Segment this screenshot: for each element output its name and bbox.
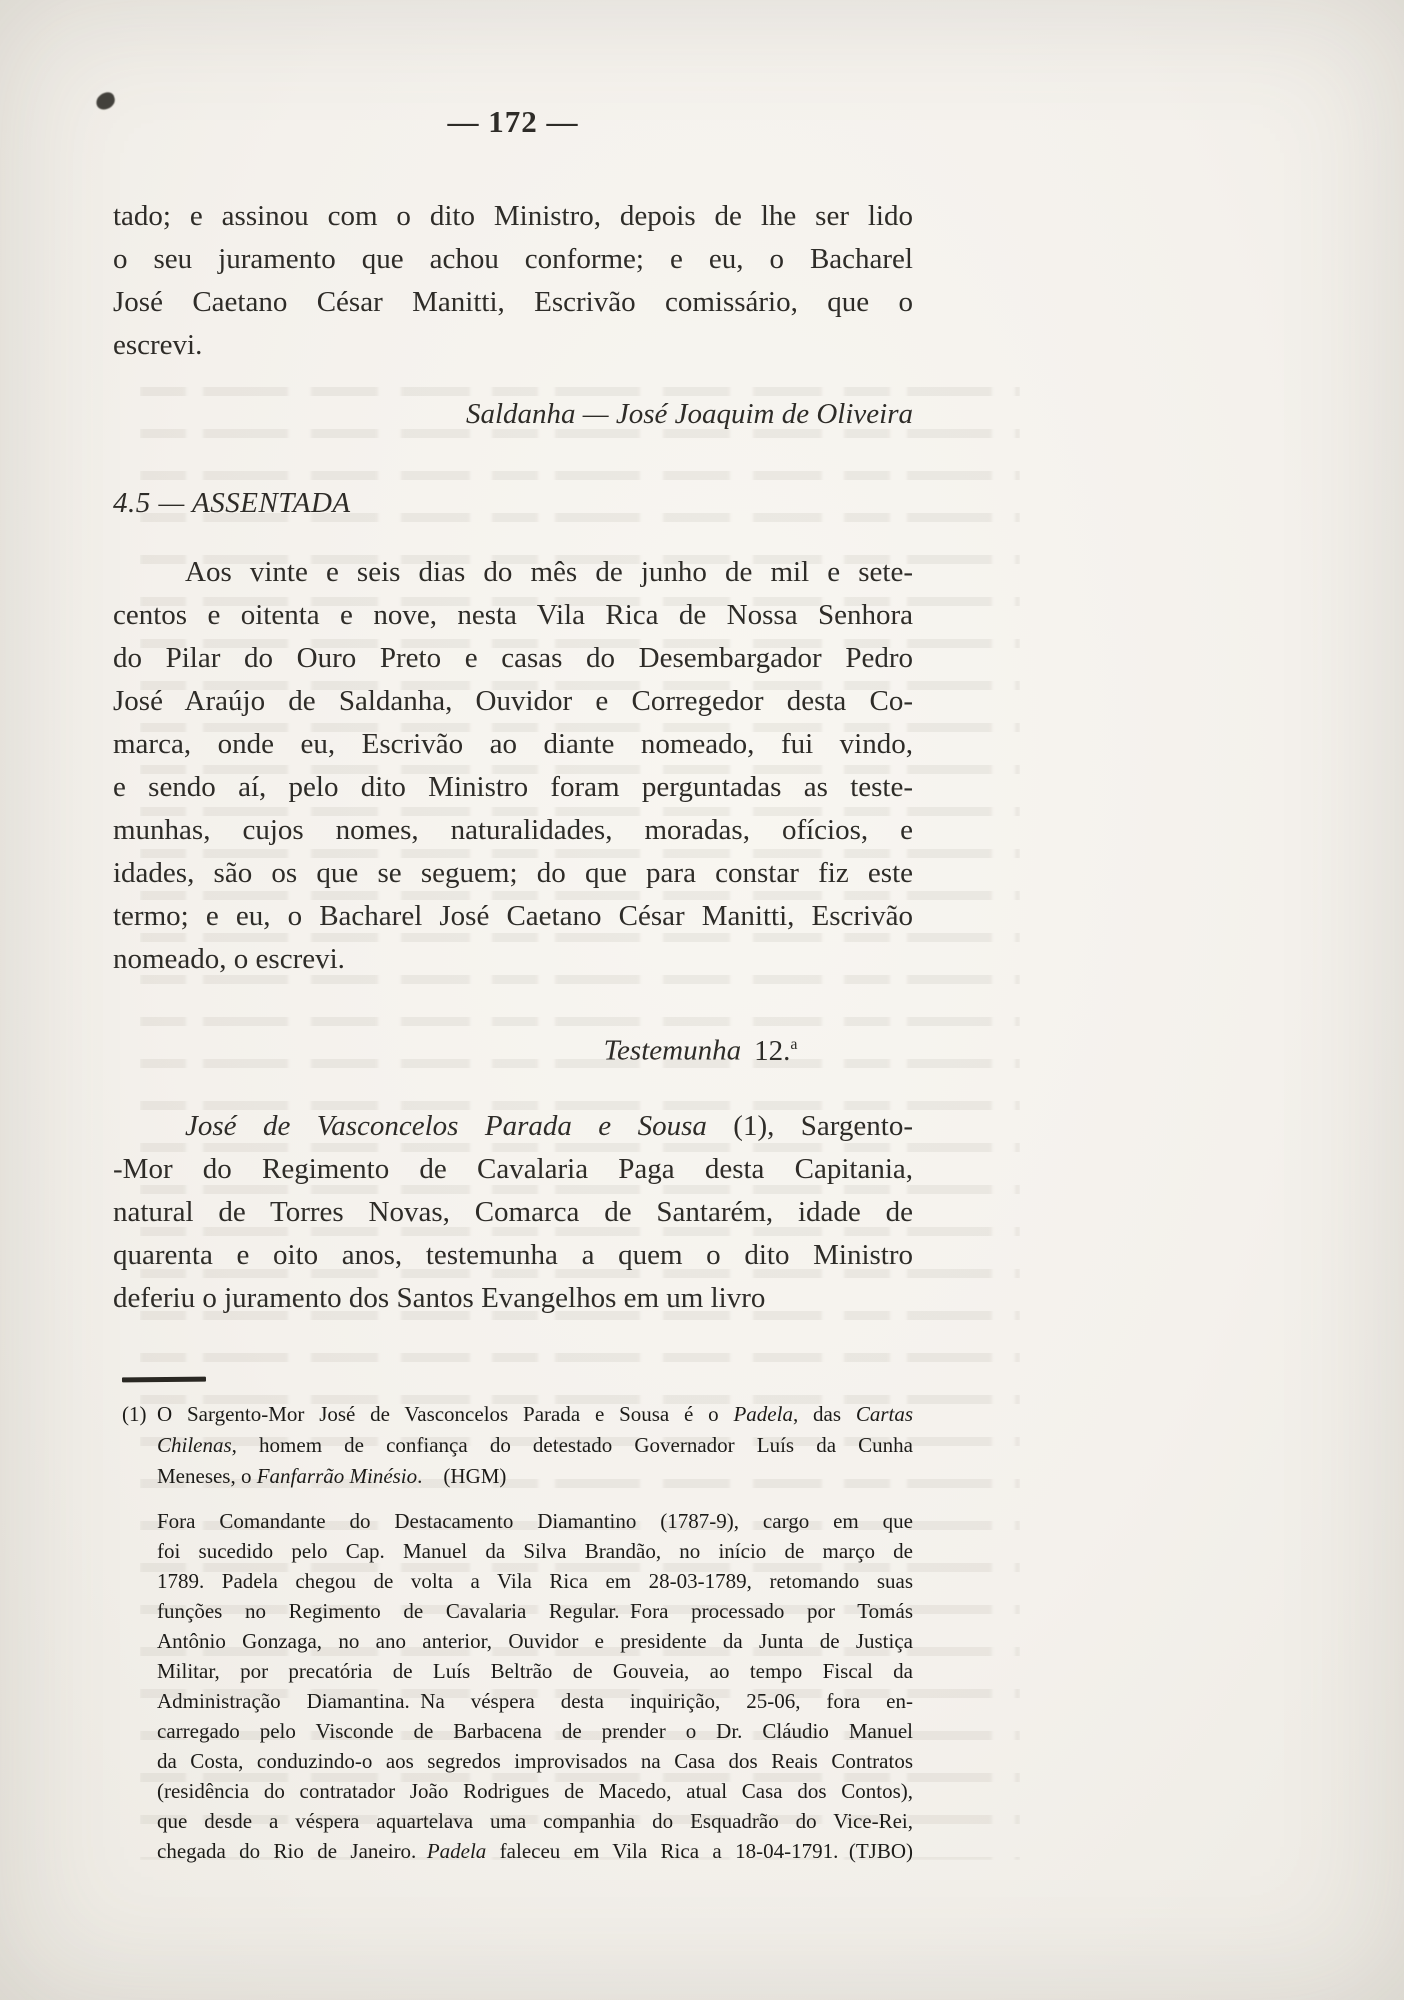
text-line: que desde a véspera aquartelava uma companhia do Esquadrão do Vice-Rei, [157,1808,913,1833]
text-line: (residência do contratador João Rodrigues de Macedo, atual Casa dos Contos), [157,1778,913,1803]
text-line: do Pilar do Ouro Preto e casas do Desembargador Pedro [113,642,913,674]
text-line: Chilenas, homem de confiança do detestado Governador Luís da Cunha [157,1432,913,1457]
footnote-1 [113,1399,913,1866]
text-line: Militar, por precatória de Luís Beltrão de Gouveia, ao tempo Fiscal da [157,1658,913,1683]
text-line: nomeado, o escrevi. [113,943,345,975]
section-heading: 4.5 — ASSENTADA [113,487,351,519]
text-line: Antônio Gonzaga, no ano anterior, Ouvidor e presidente da Junta de Justiça [157,1628,913,1653]
text-line: centos e oitenta e nove, nesta Vila Rica de Nossa Senhora [113,599,913,631]
witness-heading-ordinal-superscript: a [790,1036,798,1053]
witness-heading-title: Testemunha [603,1034,742,1067]
text-line: munhas, cujos nomes, naturalidades, moradas, ofícios, e [113,814,913,846]
text-column [113,0,913,1866]
text-line: marca, onde eu, Escrivão ao diante nomeado, fui vindo, [113,728,913,760]
text-line: 1789. Padela chegou de volta a Vila Rica em 28-03-1789, retomando suas [157,1568,913,1593]
text-line: José Araújo de Saldanha, Ouvidor e Corregedor desta Co- [113,685,913,717]
assentada-paragraph [113,551,913,981]
text-line: termo; e eu, o Bacharel José Caetano César Manitti, Escrivão [113,900,913,932]
text-line: tado; e assinou com o dito Ministro, depois de lhe ser lido [113,200,913,232]
page-number: — 172 — [447,104,579,139]
text-line: José Caetano César Manitti, Escrivão comissário, que o [113,286,913,318]
text-line: chegada do Rio de Janeiro. Padela faleceu em Vila Rica a 18-04-1791. (TJBO) [157,1838,913,1863]
witness-heading-number: 12. [754,1034,791,1067]
witness-paragraph [113,1105,913,1320]
text-line: Fora Comandante do Destacamento Diamantino (1787-9), cargo em que [157,1508,913,1533]
continuation-paragraph [113,195,913,367]
text-line: natural de Torres Novas, Comarca de Santarém, idade de [113,1195,913,1228]
text-line: deferiu o juramento dos Santos Evangelhos em um livro [113,1281,766,1314]
text-line: escrevi. [113,329,203,361]
text-line: carregado pelo Visconde de Barbacena de prender o Dr. Cláudio Manuel [157,1718,913,1743]
witness-heading [113,1023,913,1073]
text-line: -Mor do Regimento de Cavalaria Paga desta Capitania, [113,1152,913,1185]
text-line: José de Vasconcelos Parada e Sousa (1), Sargento- [185,1109,913,1142]
text-line: da Costa, conduzindo-o aos segredos improvisados na Casa dos Reais Contratos [157,1748,913,1773]
text-line: Administração Diamantina. Na véspera desta inquirição, 25-06, fora en- [157,1688,913,1713]
signature-line: Saldanha — José Joaquim de Oliveira [465,398,913,430]
text-line: idades, são os que se seguem; do que para constar fiz este [113,857,913,889]
footnote-separator-rule [122,1376,206,1382]
text-line: Meneses, o Fanfarrão Minésio. (HGM) [157,1463,507,1488]
text-line: foi sucedido pelo Cap. Manuel da Silva Brandão, no início de março de [157,1538,913,1563]
text-line: Aos vinte e seis dias do mês de junho de mil e sete- [185,556,913,588]
footnote-paragraph-1 [157,1399,913,1492]
footnote-paragraph-2 [157,1506,913,1866]
text-line: quarenta e oito anos, testemunha a quem o dito Ministro [113,1238,913,1271]
text-line: o seu juramento que achou conforme; e eu, o Bacharel [113,243,913,275]
text-line: funções no Regimento de Cavalaria Regular. Fora processado por Tomás [157,1598,913,1623]
footnote-marker: (1) [122,1401,147,1426]
text-line: e sendo aí, pelo dito Ministro foram perguntadas as teste- [113,771,913,803]
text-line: O Sargento-Mor José de Vasconcelos Parada e Sousa é o Padela, das Cartas [157,1401,914,1426]
